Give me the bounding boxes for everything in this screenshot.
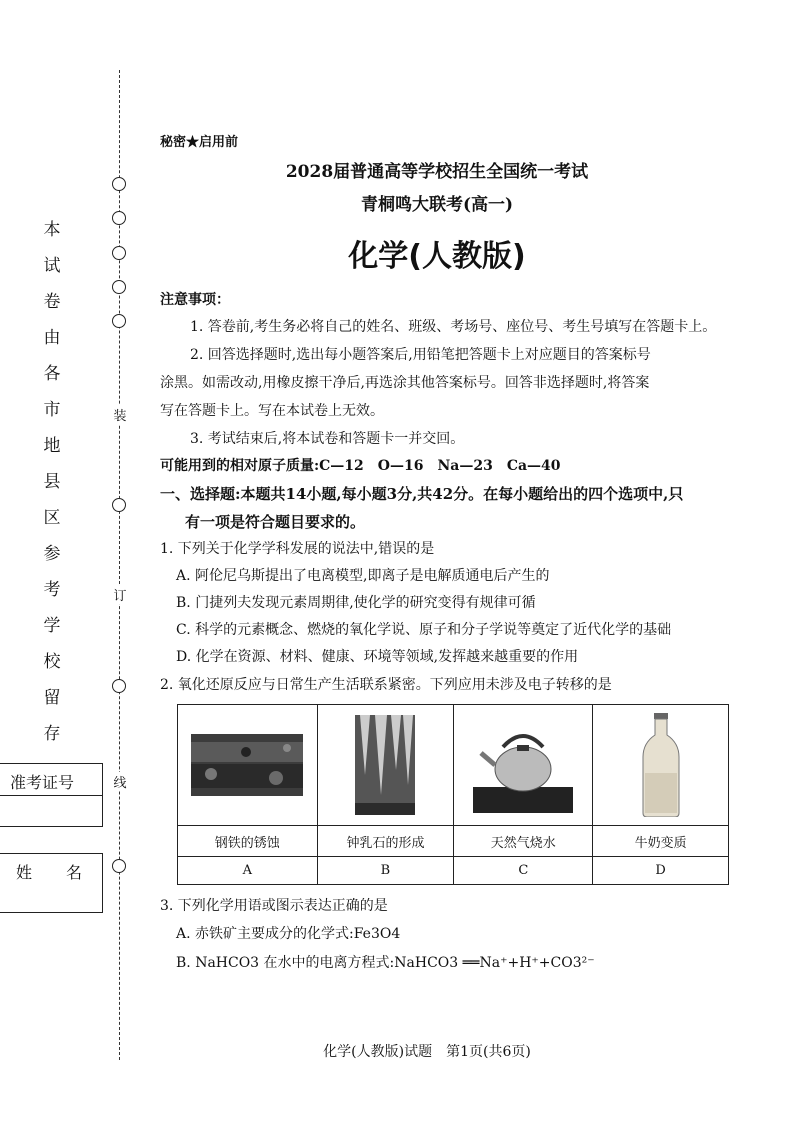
q2-letter-b: B (317, 857, 454, 885)
binding-hole (112, 498, 126, 512)
binding-char: 考 (43, 580, 61, 600)
note-1: 1. 答卷前,考生务必将自己的姓名、班级、考场号、座位号、考生号填写在答题卡上。 (190, 319, 717, 335)
binding-char: 卷 (43, 292, 61, 312)
binding-char: 参 (43, 544, 61, 564)
q3-option-a-text: A. 赤铁矿主要成分的化学式: (176, 926, 354, 942)
exam-subtitle: 青桐鸣大联考(高一) (360, 195, 514, 215)
name-label-2: 名 (66, 863, 83, 882)
binding-word-zhuang: 装 (112, 405, 128, 424)
q3-option-b-formula: NaHCO3 ══Na⁺+H⁺+CO3²⁻ (394, 955, 595, 971)
binding-word-xian: 线 (112, 772, 128, 791)
q2-image-cell-c (454, 705, 593, 826)
q1-option-c: C. 科学的元素概念、燃烧的氧化学说、原子和分子学说等奠定了近代化学的基础 (176, 622, 672, 638)
q2-stem: 2. 氧化还原反应与日常生产生活联系紧密。下列应用未涉及电子转移的是 (160, 677, 612, 693)
binding-char: 校 (43, 652, 61, 672)
binding-hole (112, 314, 126, 328)
exam-id-divider (0, 795, 102, 796)
q3-option-a-formula: Fe3O4 (353, 926, 401, 942)
note-2c: 写在答题卡上。写在本试卷上无效。 (160, 403, 384, 419)
binding-hole (112, 859, 126, 873)
q2-image-cell-d (593, 705, 729, 826)
q2-letter-d: D (593, 857, 729, 885)
kettle-image (473, 717, 573, 813)
name-label-1: 姓 (16, 863, 33, 882)
milk-bottle-image (641, 713, 681, 817)
binding-hole (112, 280, 126, 294)
atomic-masses: 可能用到的相对原子质量:C—12 O—16 Na—23 Ca—40 (160, 458, 561, 474)
binding-char: 学 (43, 616, 61, 636)
secret-mark: 秘密★启用前 (160, 135, 239, 150)
binding-hole (112, 679, 126, 693)
binding-word-ding: 订 (112, 585, 128, 604)
q3-option-b-text: B. NaHCO3 在水中的电离方程式: (176, 955, 395, 971)
q1-option-b: B. 门捷列夫发现元素周期律,使化学的研究变得有规律可循 (176, 595, 536, 611)
q2-letter-c: C (454, 857, 593, 885)
binding-char: 市 (43, 400, 61, 420)
q2-options-table (177, 704, 729, 885)
binding-char: 试 (43, 256, 61, 276)
binding-char: 留 (43, 688, 61, 708)
q2-image-cell-a (178, 705, 318, 826)
q3-option-b (176, 953, 595, 973)
q1-stem: 1. 下列关于化学学科发展的说法中,错误的是 (160, 541, 435, 557)
exam-id-label: 准考证号 (10, 773, 75, 792)
note-2b: 涂黑。如需改动,用橡皮擦干净后,再选涂其他答案标号。回答非选择题时,将答案 (160, 375, 650, 391)
binding-char: 本 (43, 220, 61, 240)
q3-stem: 3. 下列化学用语或图示表达正确的是 (160, 898, 388, 914)
section1-line2: 有一项是符合题目要求的。 (185, 513, 366, 531)
binding-char: 地 (43, 436, 61, 456)
q1-option-a: A. 阿伦尼乌斯提出了电离模型,即离子是电解质通电后产生的 (176, 568, 550, 584)
q2-caption-c: 天然气烧水 (454, 826, 593, 857)
q2-caption-b: 钟乳石的形成 (317, 826, 454, 857)
q2-letter-a: A (178, 857, 318, 885)
binding-vertical-text (40, 212, 64, 752)
exam-title: 2028届普通高等学校招生全国统一考试 (285, 162, 589, 182)
notes-heading: 注意事项： (160, 292, 230, 308)
q2-caption-a: 钢铁的锈蚀 (178, 826, 318, 857)
q2-image-cell-b (317, 705, 454, 826)
binding-char: 区 (43, 508, 61, 528)
q1-option-d: D. 化学在资源、材料、健康、环境等领域,发挥越来越重要的作用 (176, 649, 579, 665)
page-footer: 化学(人教版)试题 第1页(共6页) (323, 1044, 531, 1060)
section1-line1: 一、选择题:本题共14小题,每小题3分,共42分。在每小题给出的四个选项中,只 (160, 485, 684, 503)
rusted-steel-image (191, 734, 303, 796)
note-3: 3. 考试结束后,将本试卷和答题卡一并交回。 (190, 431, 465, 447)
binding-char: 各 (43, 364, 61, 384)
subject-title: 化学(人教版) (348, 239, 526, 274)
binding-char: 县 (43, 472, 61, 492)
note-2a: 2. 回答选择题时,选出每小题答案后,用铅笔把答题卡上对应题目的答案标号 (190, 347, 651, 363)
binding-char: 由 (43, 328, 61, 348)
q3-option-a (176, 924, 400, 944)
binding-char: 存 (43, 724, 61, 744)
q2-caption-d: 牛奶变质 (593, 826, 729, 857)
stalactite-image (355, 715, 415, 815)
